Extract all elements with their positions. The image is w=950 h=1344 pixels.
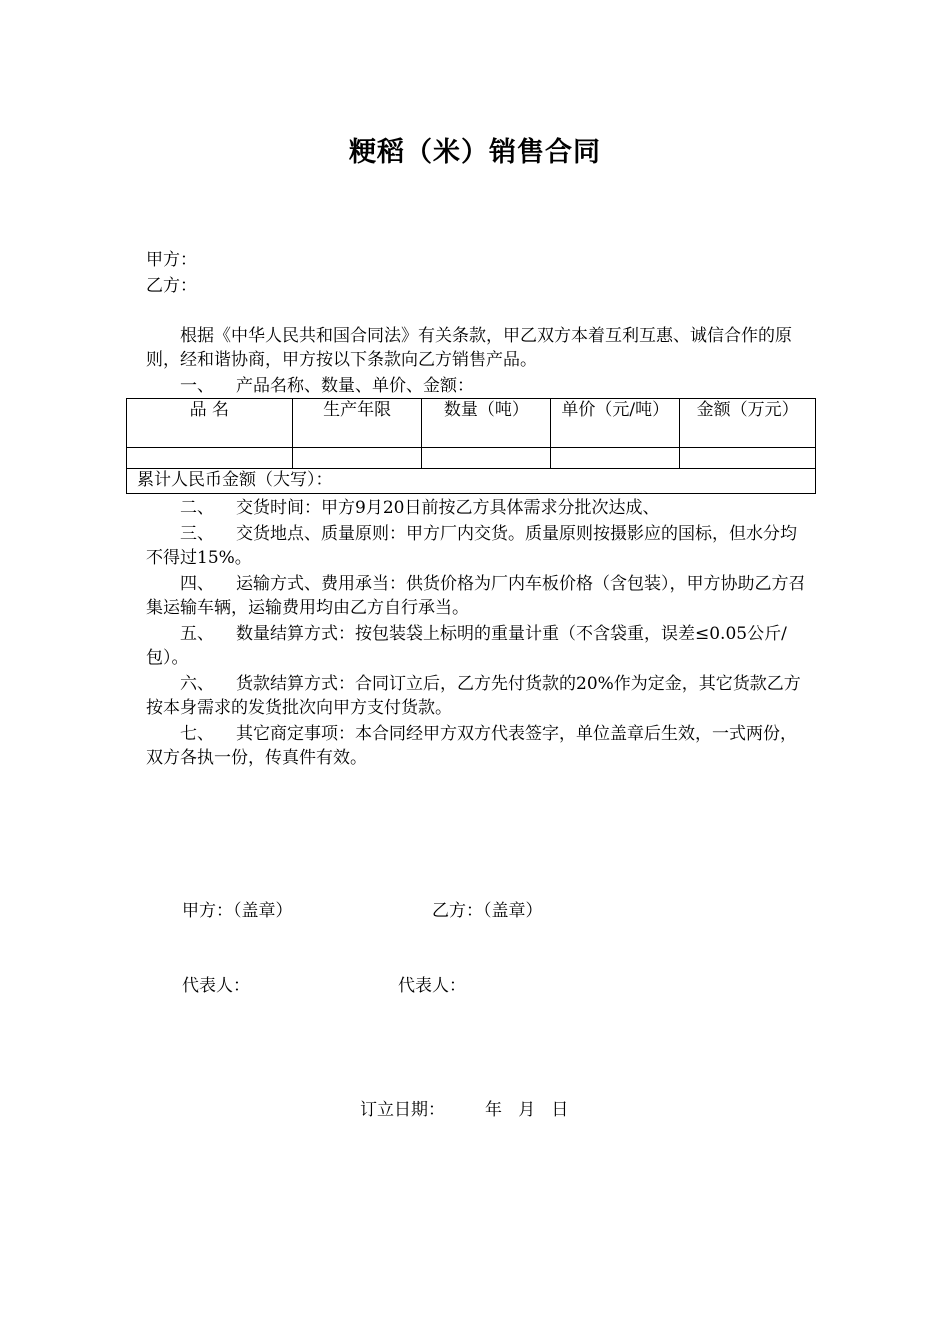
table-total-row xyxy=(127,469,816,494)
header-amount: 金额（万元） xyxy=(680,399,816,448)
table-cell xyxy=(680,448,816,469)
total-amount-label: 累计人民币金额（大写）： xyxy=(127,469,816,494)
document-title: 粳稻（米）销售合同 xyxy=(349,137,601,168)
representative-b: 代表人： xyxy=(398,976,466,996)
intro-paragraph: 根据《中华人民共和国合同法》有关条款，甲乙双方本着互利互惠、诚信合作的原则，经和谐协商，甲方按以下条款向乙方销售产品。 xyxy=(146,326,792,370)
table-cell xyxy=(292,448,422,469)
table-cell xyxy=(551,448,680,469)
party-b-label: 乙方： xyxy=(146,276,197,296)
section-1-heading xyxy=(180,374,474,398)
section-2-number: 二、 xyxy=(180,498,214,518)
table-cell xyxy=(422,448,551,469)
section-7-number: 七、 xyxy=(180,724,214,744)
section-2-text: 交货时间：甲方9月20日前按乙方具体需求分批次达成、 xyxy=(236,498,660,518)
section-7-text: 其它商定事项：本合同经甲方双方代表签字，单位盖章后生效，一式两份，双方各执一份，传真件有效。 xyxy=(146,724,797,768)
section-1-text: 产品名称、数量、单价、金额： xyxy=(236,376,474,396)
section-6-text: 货款结算方式：合同订立后，乙方先付货款的20%作为定金，其它货款乙方按本身需求的发货批次向甲方支付货款。 xyxy=(146,674,801,718)
date-value: 年 月 日 xyxy=(485,1100,569,1120)
section-2 xyxy=(146,496,806,520)
section-5 xyxy=(146,622,806,670)
header-production-year: 生产年限 xyxy=(292,399,422,448)
party-a-seal: 甲方：（盖章） xyxy=(182,901,293,921)
table-row xyxy=(127,448,816,469)
representative-a: 代表人： xyxy=(182,976,250,996)
contract-date xyxy=(360,1095,568,1120)
section-3 xyxy=(146,522,806,570)
section-5-number: 五、 xyxy=(180,624,214,644)
header-product-name: 品 名 xyxy=(127,399,293,448)
section-3-text: 交货地点、质量原则：甲方厂内交货。质量原则按摄影应的国标，但水分均不得过15%。 xyxy=(146,524,797,568)
party-b-seal: 乙方：（盖章） xyxy=(432,901,543,921)
section-6-number: 六、 xyxy=(180,674,214,694)
header-quantity: 数量（吨） xyxy=(422,399,551,448)
section-3-number: 三、 xyxy=(180,524,214,544)
section-4-text: 运输方式、费用承当：供货价格为厂内车板价格（含包装），甲方协助乙方召集运输车辆，运输费用均由乙方自行承当。 xyxy=(146,574,806,618)
party-a-label: 甲方： xyxy=(146,250,197,270)
section-4-number: 四、 xyxy=(180,574,214,594)
header-unit-price: 单价（元/吨） xyxy=(551,399,680,448)
table-cell xyxy=(127,448,293,469)
table-header-row xyxy=(127,399,816,448)
section-7 xyxy=(146,722,806,770)
section-4 xyxy=(146,572,806,620)
section-5-text: 数量结算方式：按包装袋上标明的重量计重（不含袋重，误差≤0.05公斤/包）。 xyxy=(146,624,787,668)
section-1-number: 一、 xyxy=(180,376,214,396)
product-table xyxy=(126,398,816,494)
date-label: 订立日期： xyxy=(360,1100,445,1120)
section-6 xyxy=(146,672,806,720)
